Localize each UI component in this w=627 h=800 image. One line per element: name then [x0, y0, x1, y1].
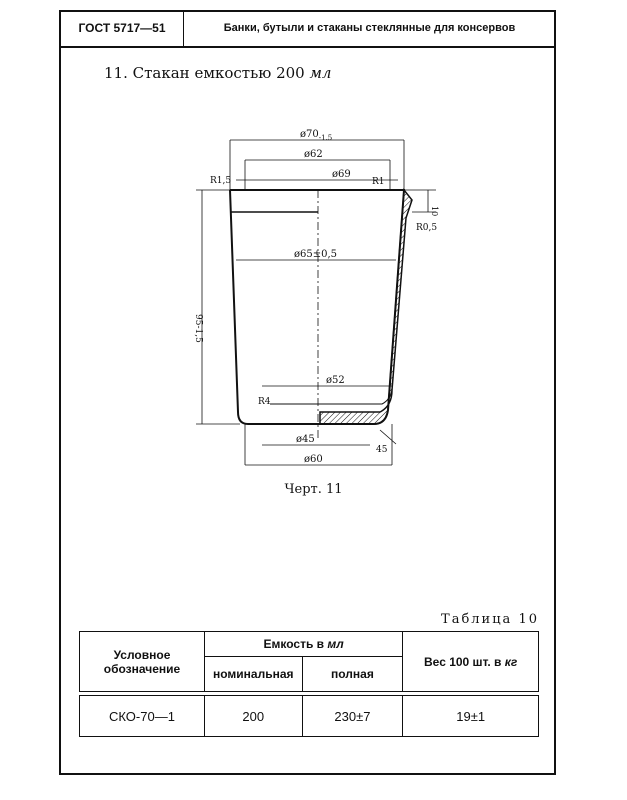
- cell-designation: СКО-70—1: [80, 696, 205, 737]
- cell-full: 230±7: [302, 696, 403, 737]
- standard-number: ГОСТ 5717—51: [61, 10, 184, 46]
- cell-nominal: 200: [204, 696, 302, 737]
- dim-d45: ø45: [296, 434, 315, 445]
- spec-table: [79, 631, 539, 737]
- dim-d65: ø65±0,5: [294, 249, 338, 260]
- header-nominal: номинальная: [204, 657, 302, 692]
- section-unit: мл: [309, 64, 332, 82]
- table-row: [80, 696, 539, 737]
- section-number: 11.: [104, 64, 128, 82]
- dim-r05: R0,5: [416, 223, 438, 233]
- dim-d52: ø52: [326, 375, 345, 386]
- header-weight: Вес 100 шт. в кг: [403, 632, 539, 692]
- dim-r4: R4: [258, 397, 271, 407]
- document-title: Банки, бутыли и стаканы стеклянные для консервов: [223, 22, 516, 34]
- wall-section: [320, 190, 412, 424]
- dim-d62: ø62: [304, 149, 323, 160]
- dim-r1: R1: [372, 177, 385, 187]
- section-text: Стакан емкостью 200: [132, 64, 305, 82]
- dim-r15: R1,5: [210, 176, 232, 186]
- header-capacity: Емкость в мл: [204, 632, 402, 657]
- table-label: Таблица 10: [441, 612, 539, 627]
- dim-d69: ø69: [332, 169, 351, 180]
- header-designation: Условное обозначение: [80, 632, 205, 692]
- header-full: полная: [302, 657, 403, 692]
- dim-height: 95-1,5: [193, 314, 203, 343]
- dim-d60: ø60: [304, 454, 323, 465]
- figure-caption: Черт. 11: [284, 482, 343, 497]
- section-heading: [104, 64, 332, 82]
- dim-h10: 10: [430, 206, 439, 217]
- cell-weight: 19±1: [403, 696, 539, 737]
- dim-d70: $ø70_{-1.5}$: [300, 129, 333, 142]
- page-header: [59, 10, 556, 48]
- cup-drawing: [180, 128, 440, 468]
- dimension-lines: [196, 140, 436, 465]
- dim-angle: 45: [376, 445, 388, 455]
- cup-outline: [230, 190, 404, 424]
